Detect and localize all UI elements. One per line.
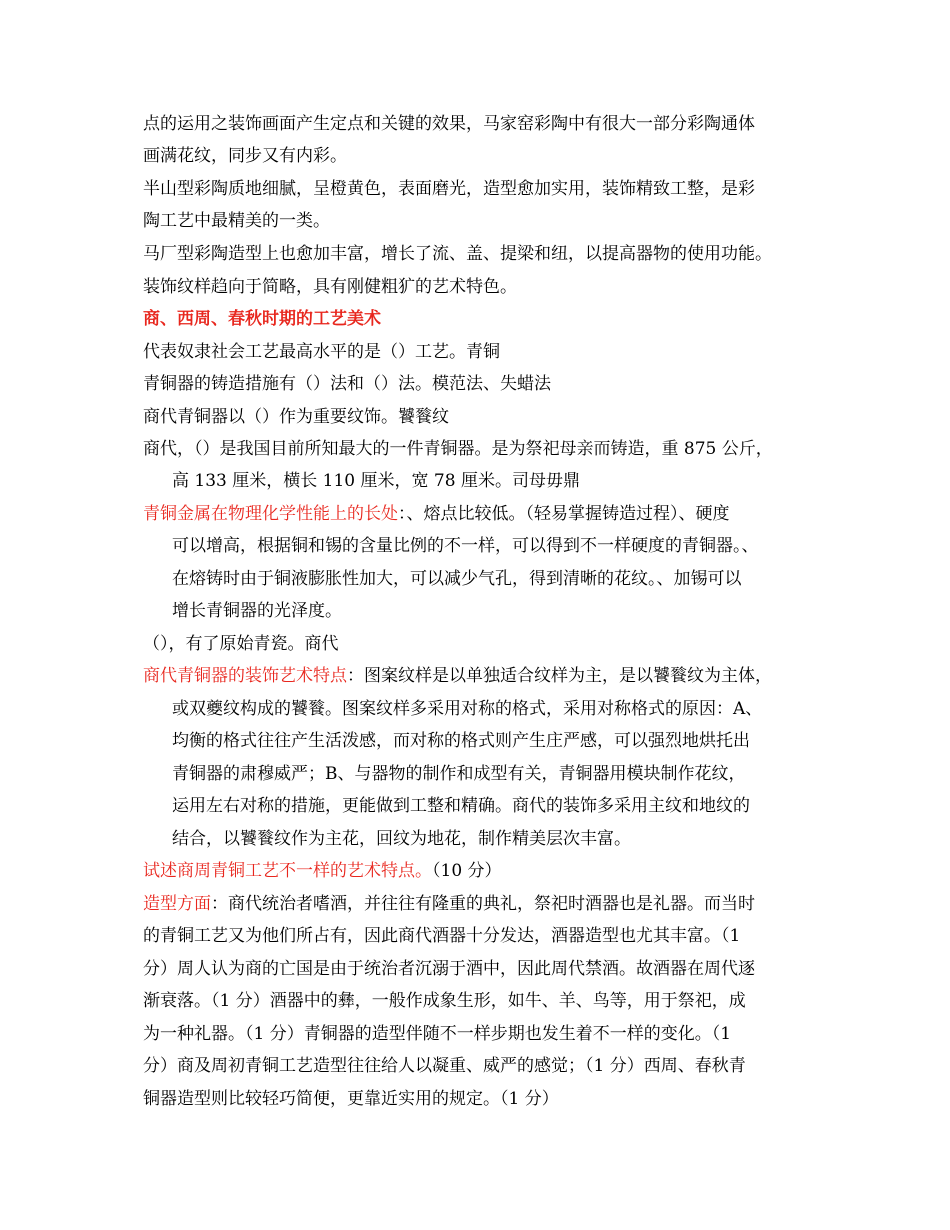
term-label: 青铜金属在物理化学性能上的长处 xyxy=(143,504,398,524)
term-label: 商代青铜器的装饰艺术特点 xyxy=(143,666,347,686)
answer-line: 分）周人认为商的亡国是由于统治者沉溺于酒中，因此周代禁酒。故酒器在周代逐 xyxy=(143,959,755,979)
term-line-continued: 运用左右对称的措施，更能做到工整和精确。商代的装饰多采用主纹和地纹的 xyxy=(172,796,750,816)
term-text: ：、熔点比较低。（轻易掌握铸造过程）、硬度 xyxy=(398,504,730,524)
answer-line: 渐衰落。（1 分）酒器中的彝，一般作成象生形，如牛、羊、鸟等，用于祭祀，成 xyxy=(143,991,746,1011)
term-line xyxy=(143,504,730,524)
question-line-continued: 高 133 厘米，横长 110 厘米，宽 78 厘米。司母毋鼎 xyxy=(172,471,580,491)
term-line xyxy=(143,666,772,686)
answer-line: 为一种礼器。（1 分）青铜器的造型伴随不一样步期也发生着不一样的变化。（1 xyxy=(143,1024,732,1044)
term-line-continued: 增长青铜器的光泽度。 xyxy=(172,601,342,621)
answer-line: 铜器造型则比较轻巧简便，更靠近实用的规定。（1 分） xyxy=(143,1089,559,1109)
essay-question-label: 试述商周青铜工艺不一样的艺术特点。 xyxy=(143,861,432,881)
answer-text: ：商代统治者嗜酒，并往往有隆重的典礼，祭祀时酒器也是礼器。而当时 xyxy=(211,894,755,914)
question-line: 商代青铜器以（）作为重要纹饰。饕餮纹 xyxy=(143,407,449,427)
paragraph-line: 画满花纹，同步又有内彩。 xyxy=(143,146,347,166)
answer-label: 造型方面 xyxy=(143,894,211,914)
question-line: 商代，（）是我国目前所知最大的一件青铜器。是为祭祀母亲而铸造，重 875 公斤， xyxy=(143,439,773,459)
paragraph-line: 装饰纹样趋向于简略，具有刚健粗犷的艺术特色。 xyxy=(143,277,517,297)
paragraph-line: 陶工艺中最精美的一类。 xyxy=(143,211,330,231)
paragraph-line: 马厂型彩陶造型上也愈加丰富，增长了流、盖、提梁和纽，以提高器物的使用功能。 xyxy=(143,244,772,264)
term-line-continued: 可以增高，根据铜和锡的含量比例的不一样，可以得到不一样硬度的青铜器。、 xyxy=(172,536,759,556)
term-line-continued: 结合，以饕餮纹作为主花，回纹为地花，制作精美层次丰富。 xyxy=(172,829,631,849)
term-text: ：图案纹样是以单独适合纹样为主，是以饕餮纹为主体， xyxy=(347,666,772,686)
paragraph-line: 点的运用之装饰画面产生定点和关键的效果，马家窑彩陶中有很大一部分彩陶通体 xyxy=(143,114,755,134)
answer-line: 分）商及周初青铜工艺造型往往给人以凝重、威严的感觉；（1 分）西周、春秋青 xyxy=(143,1056,746,1076)
term-line-continued: 青铜器的肃穆威严；B、与器物的制作和成型有关，青铜器用模块制作花纹， xyxy=(172,764,746,784)
term-line-continued: 均衡的格式往往产生活泼感，而对称的格式则产生庄严感，可以强烈地烘托出 xyxy=(172,731,750,751)
question-line: 代表奴隶社会工艺最高水平的是（）工艺。青铜 xyxy=(143,342,500,362)
essay-question xyxy=(143,861,502,881)
term-line-continued: 或双夔纹构成的饕餮。图案纹样多采用对称的格式，采用对称格式的原因：A、 xyxy=(172,699,763,719)
essay-question-points: （10 分） xyxy=(432,861,502,881)
term-line-continued: 在熔铸时由于铜液膨胀性加大，可以减少气孔，得到清晰的花纹。、加锡可以 xyxy=(172,569,742,589)
answer-line xyxy=(143,894,755,914)
paragraph-line: 半山型彩陶质地细腻，呈橙黄色，表面磨光，造型愈加实用，装饰精致工整，是彩 xyxy=(143,179,755,199)
question-line: （），有了原始青瓷。商代 xyxy=(143,634,339,654)
section-heading: 商、西周、春秋时期的工艺美术 xyxy=(143,309,381,329)
question-line: 青铜器的铸造措施有（）法和（）法。模范法、失蜡法 xyxy=(143,374,551,394)
answer-line: 的青铜工艺又为他们所占有，因此商代酒器十分发达，酒器造型也尤其丰富。（1 xyxy=(143,926,741,946)
